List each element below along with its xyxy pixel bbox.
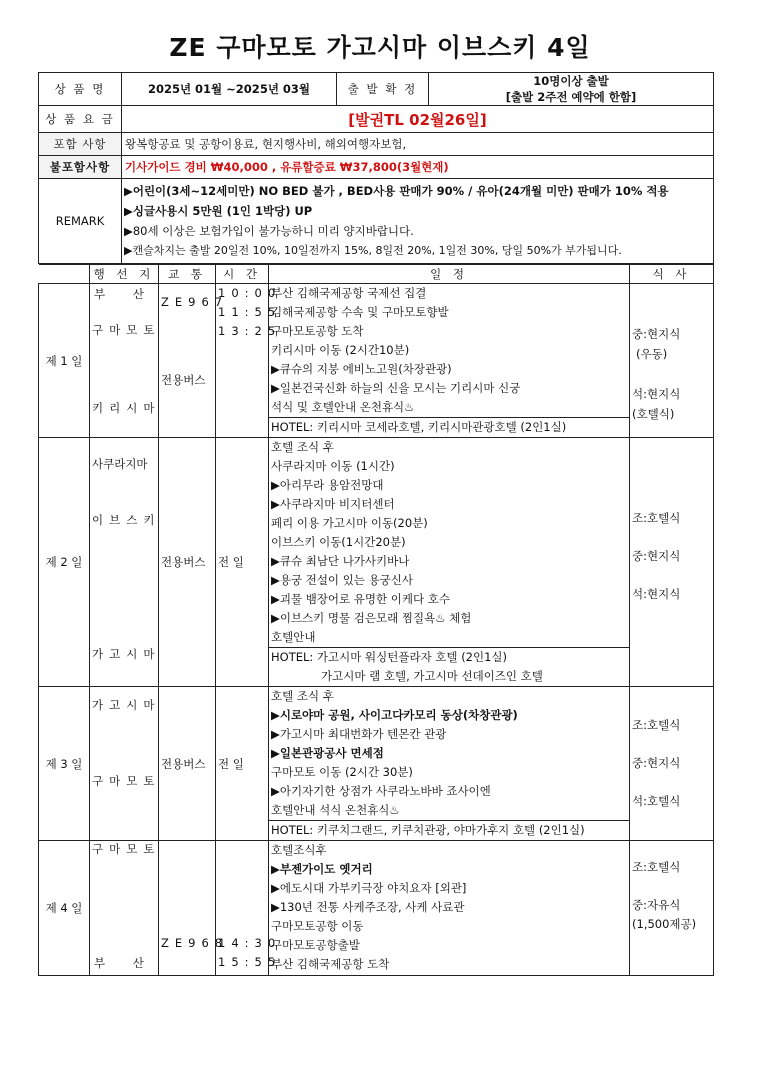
day1-time: 13:25 bbox=[218, 324, 282, 338]
included-value: 왕복항공료 및 공항이용료, 현지행사비, 해외여행자보험, bbox=[122, 133, 714, 156]
day3-place: 가고시마 bbox=[92, 698, 161, 712]
itinerary-line: 호텔 조식 후 bbox=[271, 440, 334, 454]
day4-time: 15:55 bbox=[218, 955, 282, 969]
day3-row bbox=[39, 687, 714, 841]
meal-line: (우동) bbox=[636, 347, 668, 361]
included-label: 포함 사항 bbox=[39, 133, 122, 156]
hotel-line: HOTEL: 가고시마 워싱턴플라자 호텔 (2인1실) bbox=[269, 647, 629, 667]
itinerary-line: ▶이브스키 명물 검은모래 찜질욕♨ 체험 bbox=[271, 611, 472, 625]
itinerary-line: 페리 이용 가고시마 이동(20분) bbox=[271, 516, 428, 530]
departure-condition bbox=[429, 73, 714, 106]
itinerary-line: 구마모토공항 이동 bbox=[271, 919, 364, 933]
itinerary-line: 구마모토공항 도착 bbox=[271, 324, 364, 338]
product-name-label: 상 품 명 bbox=[39, 73, 122, 106]
itinerary-line: ▶시로야마 공원, 사이고다카모리 동상(차창관광) bbox=[271, 708, 518, 722]
itinerary-line: ▶130년 전통 사케주조장, 사케 사료관 bbox=[271, 900, 465, 914]
price-label: 상 품 요 금 bbox=[39, 106, 122, 133]
meal-line: 중:현지식 bbox=[632, 327, 681, 341]
itinerary-line: 사쿠라지마 이동 (1시간) bbox=[271, 459, 395, 473]
day1-place: 키리시마 bbox=[92, 401, 161, 415]
itinerary-line: ▶사쿠라지마 비지터센터 bbox=[271, 497, 395, 511]
day2-bus: 전용버스 bbox=[161, 555, 206, 569]
hotel-line: HOTEL: 키리시마 코세라호텔, 키리시마관광호텔 (2인1실) bbox=[269, 417, 629, 437]
meal-line: 석:현지식 bbox=[632, 587, 681, 601]
day1-label: 제 1 일 bbox=[39, 284, 90, 438]
excluded-label: 불포함사항 bbox=[39, 156, 122, 179]
departure-label: 출 발 확 정 bbox=[337, 73, 429, 106]
remark-item: ▶어린이(3세~12세미만) NO BED 불가 , BED사용 판매가 90% / 유아(24개월 미만) 판매가 10% 적용 bbox=[124, 184, 669, 198]
itinerary-line: ▶큐슈의 지붕 에비노고원(차장관광) bbox=[271, 362, 452, 376]
itinerary-line: ▶아기자기한 상점가 사쿠라노바바 죠사이엔 bbox=[271, 784, 491, 798]
itinerary-line: 김해국제공항 수속 및 구마모토향발 bbox=[271, 305, 449, 319]
day3-label: 제 3 일 bbox=[39, 687, 90, 841]
day1-place: 부 산 bbox=[94, 287, 156, 301]
itinerary-line: ▶아리무라 용암전망대 bbox=[271, 478, 384, 492]
meal-line: 조:호텔식 bbox=[632, 511, 681, 525]
departure-line1: 10명이상 출발 bbox=[533, 74, 609, 88]
day1-time: 11:55 bbox=[218, 305, 282, 319]
meal-line: 중:현지식 bbox=[632, 549, 681, 563]
day1-row bbox=[39, 284, 714, 438]
itinerary-line: 부산 김해국제공항 국제선 집결 bbox=[271, 286, 427, 300]
day4-place: 구마모토 bbox=[92, 842, 161, 856]
day1-time: 10:00 bbox=[218, 286, 282, 300]
itinerary-line: 호텔조식후 bbox=[271, 843, 327, 857]
meal-line: 조:호텔식 bbox=[632, 860, 681, 874]
day4-time: 14:30 bbox=[218, 936, 282, 950]
header-meals: 식 사 bbox=[630, 265, 714, 284]
schedule-table bbox=[38, 264, 714, 976]
day3-time: 전 일 bbox=[218, 756, 244, 771]
itinerary-line: 호텔안내 bbox=[271, 630, 316, 644]
header-destination: 행 선 지 bbox=[90, 265, 159, 284]
day3-bus: 전용버스 bbox=[161, 756, 206, 771]
itinerary-line: 부산 김해국제공항 도착 bbox=[271, 957, 390, 971]
itinerary-line: ▶일본관광공사 면세점 bbox=[271, 746, 384, 760]
itinerary-line: ▶에도시대 가부키극장 야치요자 [외관] bbox=[271, 881, 467, 895]
day2-place: 가고시마 bbox=[92, 647, 161, 661]
price-value: [발권TL 02월26일] bbox=[122, 106, 714, 133]
day4-label: 제 4 일 bbox=[39, 841, 90, 976]
remark-list bbox=[122, 179, 714, 264]
excluded-value: 기사가이드 경비 ₩40,000 , 유류할증료 ₩37,800(3월현재) bbox=[122, 156, 714, 179]
remark-label: REMARK bbox=[39, 179, 122, 264]
day4-flight: ZE968 bbox=[161, 936, 229, 950]
itinerary-line: ▶가고시마 최대번화가 텐몬칸 관광 bbox=[271, 727, 447, 741]
itinerary-line: ▶용궁 전설이 있는 용궁신사 bbox=[271, 573, 414, 587]
meal-line: 석:호텔식 bbox=[632, 794, 681, 808]
itinerary-line: 이브스키 이동(1시간20분) bbox=[271, 535, 406, 549]
page-title: ZE 구마모토 가고시마 이브스키 4일 bbox=[169, 33, 591, 62]
hotel-line: HOTEL: 키쿠치그랜드, 키쿠치관광, 야마가후지 호텔 (2인1실) bbox=[269, 820, 629, 840]
day2-time: 전 일 bbox=[218, 555, 244, 569]
day2-row bbox=[39, 438, 714, 687]
remark-item: ▶캔슬차지는 출발 20일전 10%, 10일전까지 15%, 8일전 20%, 1일전 30%, 당일 50%가 부가됩니다. bbox=[124, 244, 622, 257]
day2-place: 사쿠라지마 bbox=[92, 457, 148, 471]
itinerary-line: ▶부젠가이도 옛거리 bbox=[271, 862, 373, 876]
product-info-table bbox=[38, 72, 714, 264]
meal-line: (호텔식) bbox=[632, 407, 675, 421]
departure-line2: [출발 2주전 예약에 한함] bbox=[505, 90, 637, 104]
meal-line: (1,500제공) bbox=[632, 917, 697, 931]
day1-flight: ZE967 bbox=[161, 295, 229, 309]
itinerary-line: ▶큐슈 최남단 나가사키바나 bbox=[271, 554, 410, 568]
day4-row bbox=[39, 841, 714, 976]
hotel-line: 가고시마 램 호텔, 가고시마 선데이즈인 호텔 bbox=[321, 669, 543, 683]
itinerary-line: 키리시마 이동 (2시간10분) bbox=[271, 343, 410, 357]
header-time: 시 간 bbox=[216, 265, 269, 284]
itinerary-line: 호텔 조식 후 bbox=[271, 689, 334, 703]
itinerary-line: 석식 및 호텔안내 온천휴식♨ bbox=[271, 400, 415, 414]
itinerary-line: 호텔안내 석식 온천휴식♨ bbox=[271, 803, 400, 817]
product-period: 2025년 01월 ~2025년 03월 bbox=[122, 73, 337, 106]
header-transport: 교 통 bbox=[159, 265, 216, 284]
itinerary-line: ▶괴물 뱀장어로 유명한 이케다 호수 bbox=[271, 592, 450, 606]
day3-place: 구마모토 bbox=[92, 774, 161, 788]
meal-line: 중:자유식 bbox=[632, 898, 681, 912]
day1-bus: 전용버스 bbox=[161, 373, 206, 387]
itinerary-line: 구마모토공항출발 bbox=[271, 938, 360, 952]
remark-item: ▶80세 이상은 보험가입이 불가능하니 미리 양지바랍니다. bbox=[124, 224, 414, 238]
day2-place: 이브스키 bbox=[92, 513, 161, 527]
day1-place: 구마모토 bbox=[92, 323, 161, 337]
day2-label: 제 2 일 bbox=[39, 438, 90, 687]
header-itinerary: 일 정 bbox=[269, 265, 630, 284]
meal-line: 중:현지식 bbox=[632, 756, 681, 770]
day4-place: 부 산 bbox=[94, 956, 156, 970]
itinerary-line: 구마모토 이동 (2시간 30분) bbox=[271, 765, 413, 779]
remark-item: ▶싱글사용시 5만원 (1인 1박당) UP bbox=[124, 204, 313, 218]
meal-line: 조:호텔식 bbox=[632, 718, 681, 732]
meal-line: 석:현지식 bbox=[632, 387, 681, 401]
itinerary-line: ▶일본건국신화 하늘의 신을 모시는 기리시마 신궁 bbox=[271, 381, 521, 395]
